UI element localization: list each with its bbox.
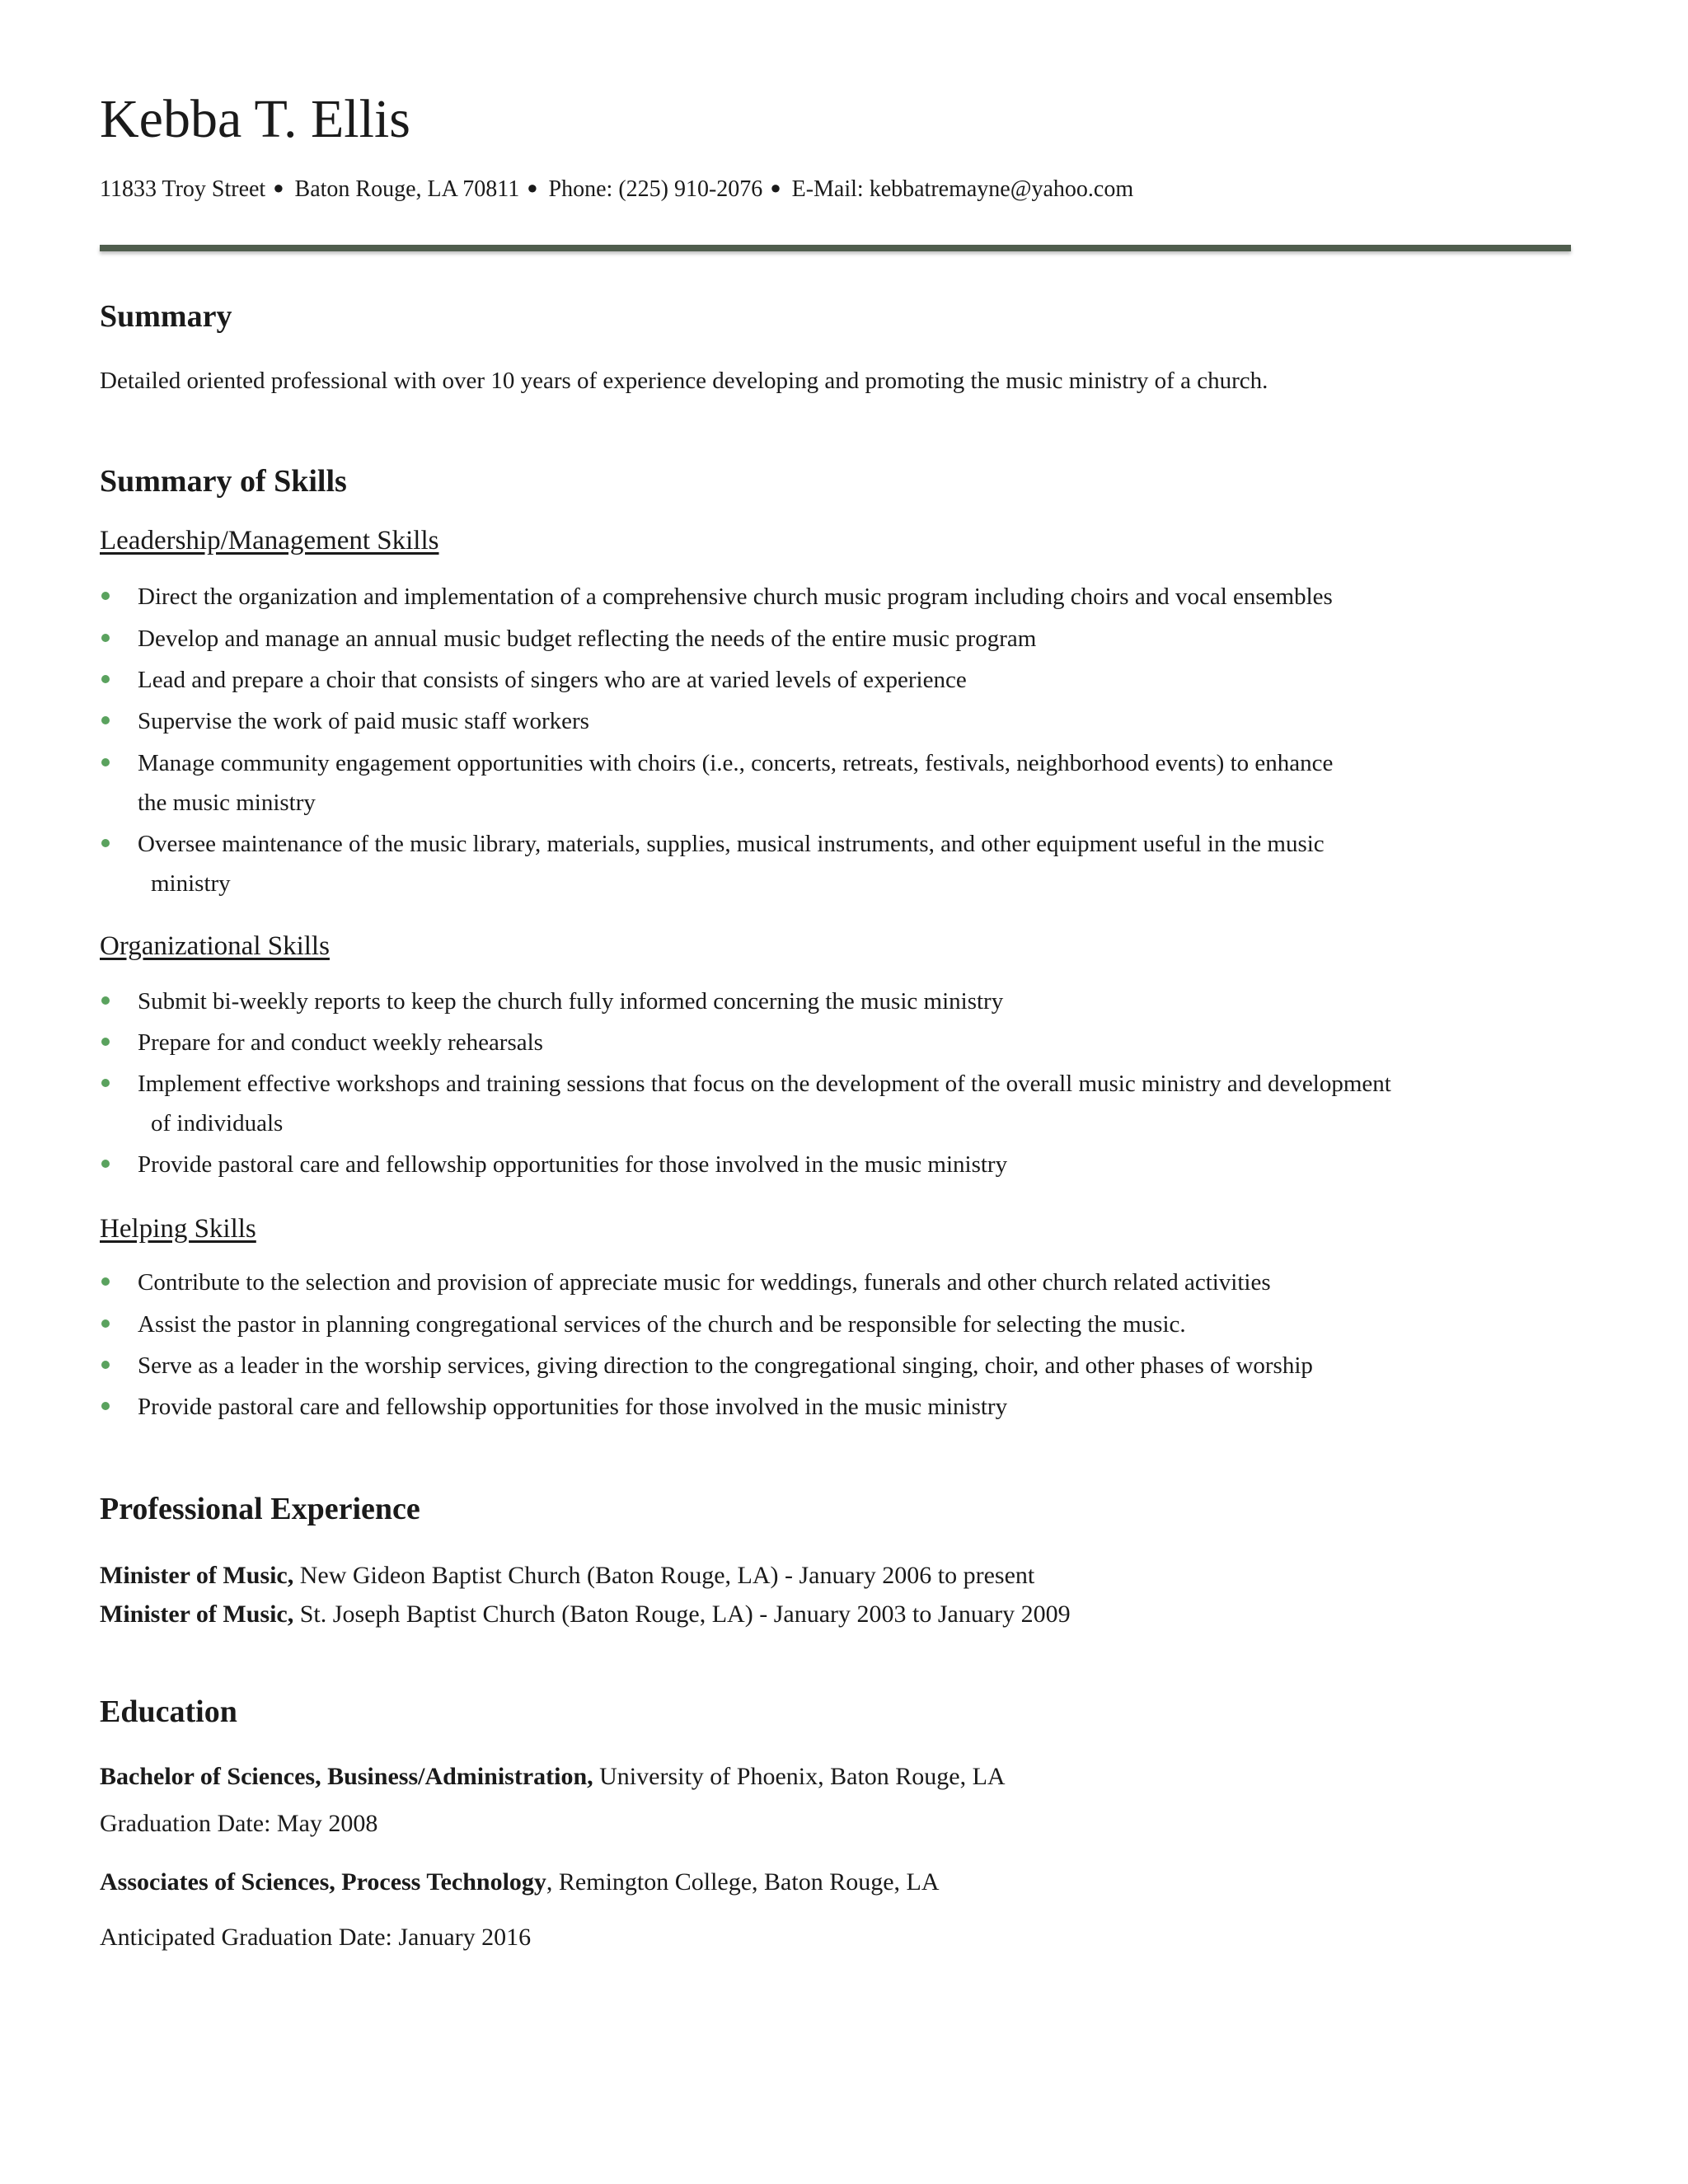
organizational-skills-heading: Organizational Skills (100, 931, 330, 961)
email: E-Mail: kebbatremayne@yahoo.com (791, 176, 1134, 202)
summary-heading: Summary (100, 299, 232, 334)
separator-dot: ● (273, 177, 284, 198)
bullet-icon (101, 675, 110, 683)
education-heading: Education (100, 1694, 237, 1729)
separator-dot: ● (770, 177, 781, 198)
graduation-date: Anticipated Graduation Date: January 2016 (100, 1924, 532, 1951)
candidate-name: Kebba T. Ellis (100, 89, 410, 149)
bullet-icon (101, 758, 110, 766)
job-role: Minister of Music, (100, 1601, 294, 1628)
bullet-icon (101, 1277, 110, 1286)
bullet-icon (101, 634, 110, 642)
school: University of Phoenix, Baton Rouge, LA (593, 1763, 1006, 1790)
job-entry (100, 1563, 1034, 1588)
leadership-skills-heading: Leadership/Management Skills (100, 526, 439, 555)
job-details: St. Joseph Baptist Church (Baton Rouge, LA) - January 2003 to January 2009 (293, 1601, 1071, 1628)
job-details: New Gideon Baptist Church (Baton Rouge, LA) - January 2006 to present (293, 1562, 1035, 1589)
bullet-icon (101, 839, 110, 847)
school: , Remington College, Baton Rouge, LA (546, 1868, 940, 1896)
address: 11833 Troy Street (100, 176, 266, 202)
bullet-icon (101, 1160, 110, 1168)
degree: Associates of Sciences, Process Technology (100, 1868, 546, 1896)
bullet-icon (101, 1319, 110, 1328)
city: Baton Rouge, LA 70811 (294, 176, 520, 202)
graduation-date: Graduation Date: May 2008 (100, 1810, 378, 1837)
summary-text: Detailed oriented professional with over 10 years of experience developing and promoting the music ministry of a church. (100, 368, 1268, 394)
job-role: Minister of Music, (100, 1562, 294, 1589)
separator-dot: ● (527, 177, 538, 198)
phone: Phone: (225) 910-2076 (548, 176, 763, 202)
job-entry (100, 1602, 1071, 1627)
bullet-icon (101, 1402, 110, 1410)
bullet-icon (101, 592, 110, 600)
bullet-icon (101, 1079, 110, 1087)
header-divider (100, 245, 1571, 251)
degree: Bachelor of Sciences, Business/Administration, (100, 1763, 593, 1790)
education-entry (100, 1870, 940, 1895)
skills-heading: Summary of Skills (100, 464, 347, 499)
bullet-icon (101, 1361, 110, 1369)
helping-skills-heading: Helping Skills (100, 1214, 256, 1244)
bullet-icon (101, 996, 110, 1005)
bullet-icon (101, 1038, 110, 1046)
bullet-icon (101, 716, 110, 724)
education-entry (100, 1765, 1006, 1789)
experience-heading: Professional Experience (100, 1492, 420, 1526)
contact-line (100, 178, 1133, 201)
